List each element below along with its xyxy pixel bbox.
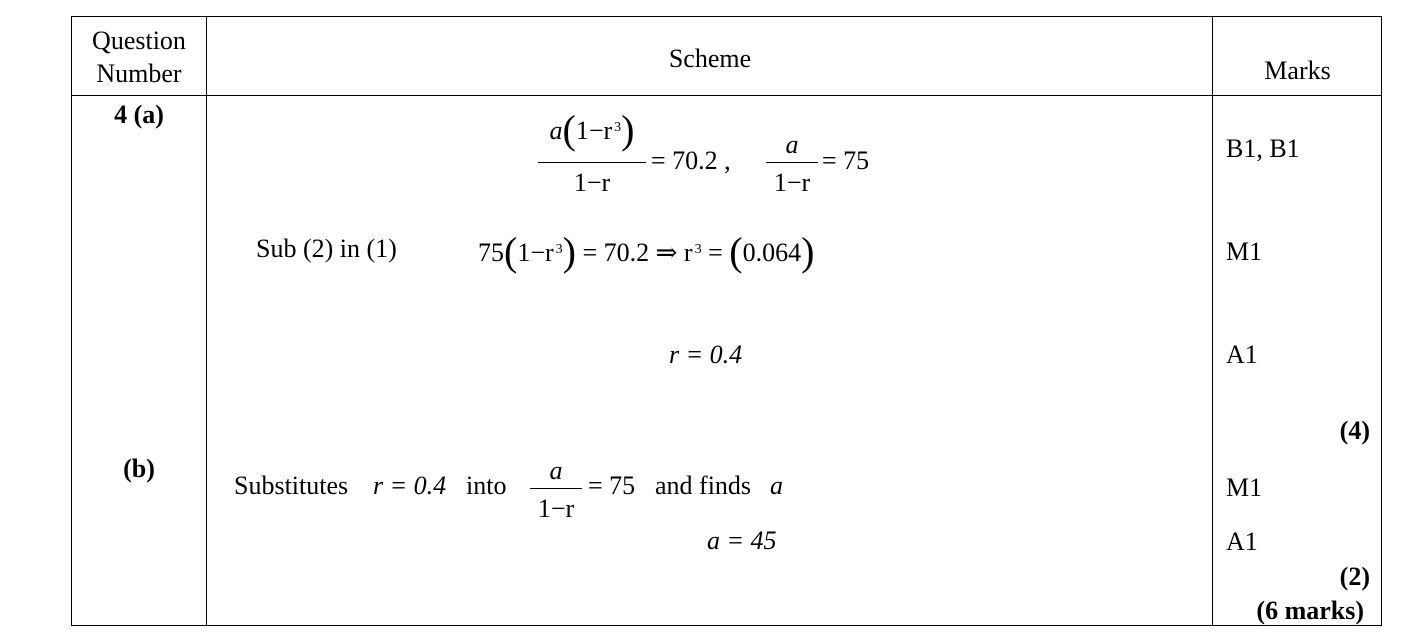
marks-m1-b: M1 <box>1226 473 1263 502</box>
marks-a1-a: A1 <box>1226 340 1258 369</box>
marks-m1-a: M1 <box>1226 237 1263 266</box>
header-question-line1: Question <box>92 26 186 55</box>
grand-total: (6 marks) <box>1256 596 1364 625</box>
equation-1-fraction <box>538 104 646 197</box>
result-r: r = 0.4 <box>669 340 743 369</box>
part-b-label: (b) <box>123 454 155 483</box>
equation-1-rhs: = 70.2 , <box>651 146 731 175</box>
header-question-number <box>71 24 207 90</box>
equation-2-numerator: a <box>785 130 799 159</box>
result-a: a = 45 <box>707 526 777 555</box>
part-b-numerator: a <box>549 456 563 485</box>
part-a-total: (4) <box>1339 416 1370 445</box>
equation-2-fraction-bar <box>766 162 818 163</box>
equation-2-rhs: = 75 <box>822 146 870 175</box>
equation-1-denominator: 1−r <box>573 168 611 197</box>
equation-2-denominator: 1−r <box>773 168 811 197</box>
part-b-frac-rhs: = 75 <box>588 471 636 500</box>
equation-1-fraction-bar <box>538 162 646 163</box>
part-b-a: a <box>770 471 783 500</box>
equation-1-numerator: a(1−r $^3$) <box>549 107 635 152</box>
header-divider <box>72 95 1381 96</box>
part-b-fraction <box>530 456 582 523</box>
marks-a1-b: A1 <box>1226 527 1258 556</box>
part-a-label: 4 (a) <box>114 100 164 129</box>
equation-2-fraction <box>766 130 818 197</box>
part-b-total: (2) <box>1339 562 1370 591</box>
part-b-fraction-bar <box>530 488 582 489</box>
header-marks: Marks <box>1264 56 1331 85</box>
substitution-equation: 75(1−r $^3$) = 70.2 ⇒ r $^3$ = (0.064) <box>478 229 815 274</box>
part-b-into: into <box>466 471 507 500</box>
column-divider-2 <box>1212 17 1213 625</box>
part-b-text-start: Substitutes <box>234 471 349 500</box>
part-b-denominator: 1−r <box>537 494 575 523</box>
marks-b1-b1: B1, B1 <box>1226 134 1300 163</box>
header-scheme: Scheme <box>668 44 752 73</box>
header-question-line2: Number <box>96 59 182 88</box>
sub-label: Sub (2) in (1) <box>256 234 397 263</box>
part-b-r-value: r = 0.4 <box>373 471 447 500</box>
part-b-text-end: and finds <box>655 471 752 500</box>
